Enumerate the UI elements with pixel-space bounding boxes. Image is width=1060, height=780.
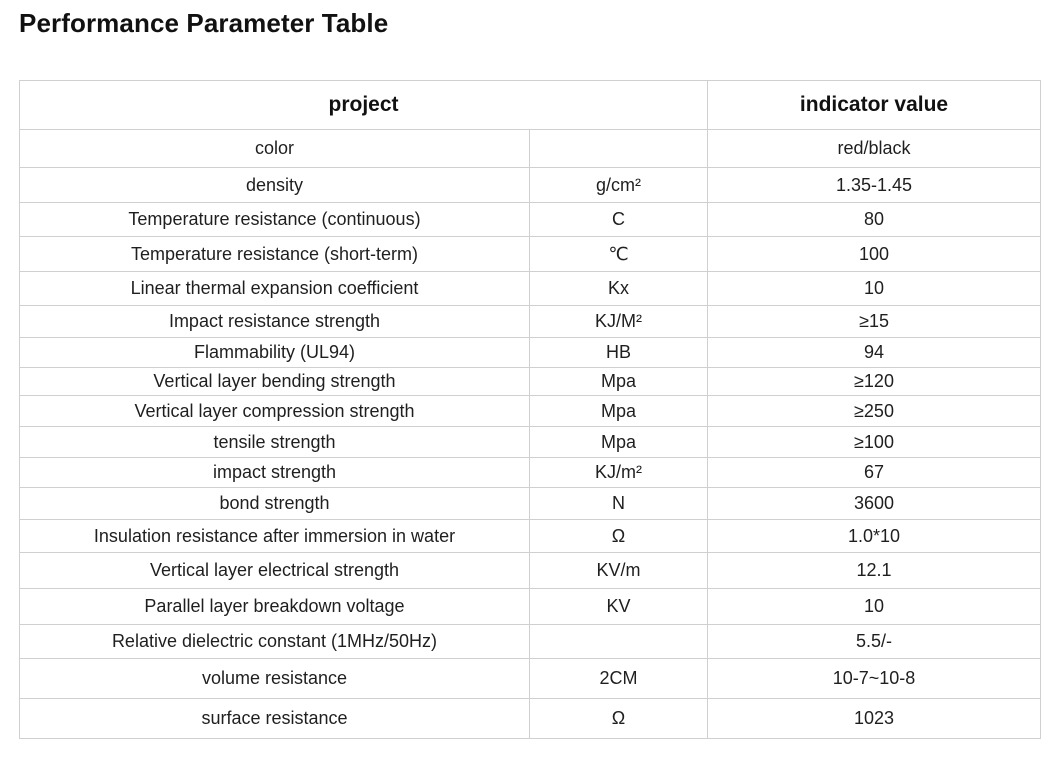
param-value-cell: 10 bbox=[708, 272, 1041, 306]
param-value-cell: ≥15 bbox=[708, 306, 1041, 338]
table-row bbox=[20, 168, 1041, 203]
table-row bbox=[20, 488, 1041, 520]
param-unit-cell: Kx bbox=[530, 272, 708, 306]
param-value-cell: ≥120 bbox=[708, 368, 1041, 396]
table-row bbox=[20, 368, 1041, 396]
param-value-cell: 3600 bbox=[708, 488, 1041, 520]
table-row bbox=[20, 699, 1041, 739]
param-unit-cell bbox=[530, 130, 708, 168]
table-row bbox=[20, 520, 1041, 553]
param-value-cell: 1.35-1.45 bbox=[708, 168, 1041, 203]
header-indicator-value: indicator value bbox=[708, 81, 1041, 130]
param-name-cell: surface resistance bbox=[20, 699, 530, 739]
param-name-cell: Temperature resistance (short-term) bbox=[20, 237, 530, 272]
param-name-cell: Vertical layer compression strength bbox=[20, 396, 530, 427]
param-value-cell: 80 bbox=[708, 203, 1041, 237]
table-row bbox=[20, 306, 1041, 338]
table-row bbox=[20, 589, 1041, 625]
table-row bbox=[20, 396, 1041, 427]
param-unit-cell: Mpa bbox=[530, 368, 708, 396]
param-name-cell: Vertical layer bending strength bbox=[20, 368, 530, 396]
param-name-cell: density bbox=[20, 168, 530, 203]
param-unit-cell: g/cm² bbox=[530, 168, 708, 203]
param-value-cell: 1023 bbox=[708, 699, 1041, 739]
table-row bbox=[20, 237, 1041, 272]
param-value-cell: 1.0*10 bbox=[708, 520, 1041, 553]
param-value-cell: 5.5/- bbox=[708, 625, 1041, 659]
param-name-cell: Flammability (UL94) bbox=[20, 338, 530, 368]
param-value-cell: 12.1 bbox=[708, 553, 1041, 589]
param-name-cell: tensile strength bbox=[20, 427, 530, 458]
param-name-cell: Vertical layer electrical strength bbox=[20, 553, 530, 589]
param-unit-cell: N bbox=[530, 488, 708, 520]
param-unit-cell: KV/m bbox=[530, 553, 708, 589]
table-body bbox=[20, 81, 1041, 739]
param-value-cell: 10 bbox=[708, 589, 1041, 625]
param-unit-cell: Ω bbox=[530, 699, 708, 739]
param-unit-cell bbox=[530, 625, 708, 659]
param-name-cell: Relative dielectric constant (1MHz/50Hz) bbox=[20, 625, 530, 659]
param-name-cell: bond strength bbox=[20, 488, 530, 520]
table-row bbox=[20, 659, 1041, 699]
param-unit-cell: Ω bbox=[530, 520, 708, 553]
table-row bbox=[20, 458, 1041, 488]
param-unit-cell: ℃ bbox=[530, 237, 708, 272]
param-value-cell: ≥100 bbox=[708, 427, 1041, 458]
param-name-cell: Parallel layer breakdown voltage bbox=[20, 589, 530, 625]
header-project: project bbox=[20, 81, 708, 130]
table-row bbox=[20, 625, 1041, 659]
param-unit-cell: 2CM bbox=[530, 659, 708, 699]
param-value-cell: ≥250 bbox=[708, 396, 1041, 427]
param-unit-cell: KJ/M² bbox=[530, 306, 708, 338]
param-value-cell: 100 bbox=[708, 237, 1041, 272]
table-row bbox=[20, 427, 1041, 458]
param-name-cell: Linear thermal expansion coefficient bbox=[20, 272, 530, 306]
param-value-cell: red/black bbox=[708, 130, 1041, 168]
param-name-cell: Insulation resistance after immersion in water bbox=[20, 520, 530, 553]
param-value-cell: 94 bbox=[708, 338, 1041, 368]
param-unit-cell: KV bbox=[530, 589, 708, 625]
table-row bbox=[20, 338, 1041, 368]
param-unit-cell: C bbox=[530, 203, 708, 237]
table-row bbox=[20, 272, 1041, 306]
param-unit-cell: Mpa bbox=[530, 396, 708, 427]
param-unit-cell: Mpa bbox=[530, 427, 708, 458]
table-row bbox=[20, 203, 1041, 237]
param-name-cell: impact strength bbox=[20, 458, 530, 488]
table-row bbox=[20, 553, 1041, 589]
page-title: Performance Parameter Table bbox=[19, 8, 389, 38]
param-unit-cell: KJ/m² bbox=[530, 458, 708, 488]
parameter-table bbox=[19, 80, 1041, 739]
param-name-cell: Impact resistance strength bbox=[20, 306, 530, 338]
param-name-cell: Temperature resistance (continuous) bbox=[20, 203, 530, 237]
table-header-row bbox=[20, 81, 1041, 130]
param-name-cell: volume resistance bbox=[20, 659, 530, 699]
param-value-cell: 67 bbox=[708, 458, 1041, 488]
param-unit-cell: HB bbox=[530, 338, 708, 368]
table-row bbox=[20, 130, 1041, 168]
param-name-cell: color bbox=[20, 130, 530, 168]
param-value-cell: 10-7~10-8 bbox=[708, 659, 1041, 699]
